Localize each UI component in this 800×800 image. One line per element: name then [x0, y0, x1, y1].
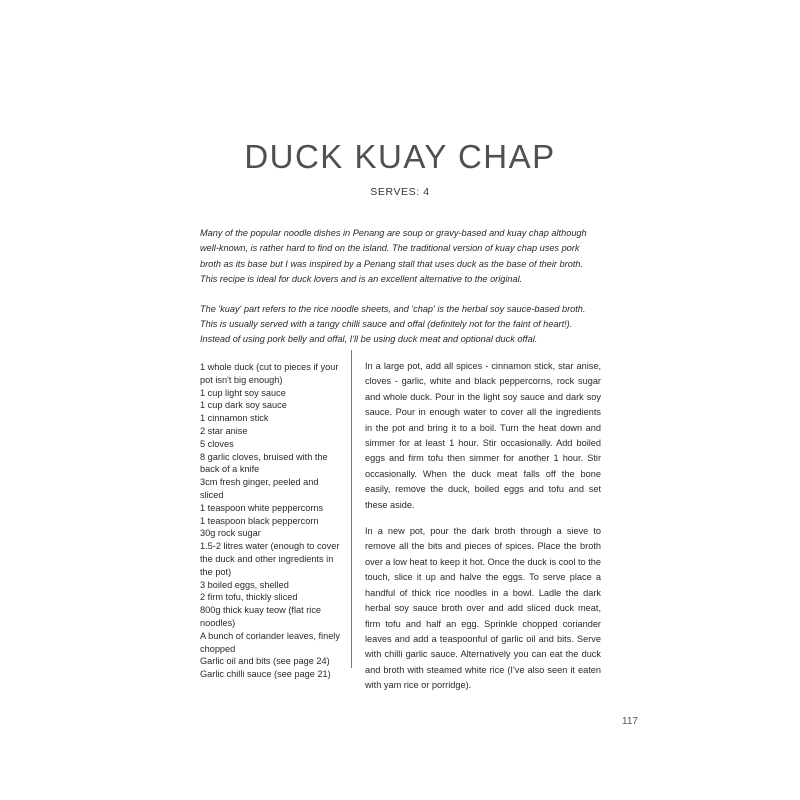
method-paragraph: In a large pot, add all spices - cinnamon stick, star anise, cloves - garlic, white and black peppercorns, rock sugar and whole duck. Pour in the light soy sauce and dark soy sauce. Pour in enough water to cover all the ingredients in the pot and bring it to a boil. Turn the heat down and simmer for at least 1 hour. Stir occasionally. Add boiled eggs and firm tofu then simmer for another 1 hour. Stir occasionally. When the duck meat falls off the bone easily, remove the duck, boiled eggs and tofu and set these aside.: [365, 361, 601, 510]
serves-label: SERVES: 4: [370, 186, 430, 198]
ingredient-item: 3 boiled eggs, shelled: [200, 579, 289, 590]
ingredient-item: A bunch of coriander leaves, finely chopped: [200, 630, 340, 654]
page-number: 117: [622, 716, 638, 727]
recipe-title: DUCK KUAY CHAP: [244, 138, 556, 175]
ingredient-item: 1 whole duck (cut to pieces if your pot isn't big enough): [200, 362, 339, 385]
ingredient-item: 2 firm tofu, thickly sliced: [200, 592, 298, 603]
ingredient-item: 1 cinnamon stick: [200, 413, 269, 424]
ingredient-item: 1 cup light soy sauce: [200, 387, 286, 398]
ingredient-item: 5 cloves: [200, 438, 234, 449]
ingredient-item: 3cm fresh ginger, peeled and sliced: [200, 477, 319, 500]
ingredient-item: 1 teaspoon black peppercorn: [200, 515, 319, 526]
ingredient-item: 1.5-2 litres water (enough to cover the duck and other ingredients in the pot): [200, 541, 340, 577]
column-divider: [351, 350, 352, 668]
ingredient-item: 8 garlic cloves, bruised with the back of a knife: [200, 451, 328, 475]
ingredients-list: [200, 361, 340, 681]
ingredient-item: 2 star anise: [200, 425, 248, 436]
ingredient-item: 30g rock sugar: [200, 528, 261, 539]
ingredient-item: 1 teaspoon white peppercorns: [200, 502, 324, 513]
ingredient-item: Garlic oil and bits (see page 24): [200, 656, 330, 667]
intro-paragraph: The 'kuay' part refers to the rice noodle sheets, and 'chap' is the herbal soy sauce-based broth. This is usually served with a tangy chilli sauce and offal (definitely not for the faint of heart!). Instead of using pork belly and offal, I'll be using duck meat and optional duck offal.: [200, 303, 586, 345]
ingredient-item: 1 cup dark soy sauce: [200, 400, 287, 411]
ingredient-item: 800g thick kuay teow (flat rice noodles): [200, 605, 322, 628]
method-paragraph: In a new pot, pour the dark broth through a sieve to remove all the bits and pieces of spices. Place the broth over a low heat to keep it hot. Once the duck is cool to the touch, slice it up and halve the eggs. To serve place a handful of thick rice noodles in a bowl. Ladle the dark herbal soy sauce broth over and add sliced duck meat, firm tofu and half an egg. Sprinkle chopped coriander leaves and add a teaspoonful of garlic oil and bits. Serve with chilli garlic sauce. Alternatively you can eat the duck and broth with steamed white rice (I've also seen it eaten with yam rice or porridge).: [365, 526, 601, 691]
intro-paragraph: Many of the popular noodle dishes in Penang are soup or gravy-based and kuay chap although well-known, is rather hard to find on the island. The traditional version of kuay chap uses pork broth as its base but I was inspired by a Penang stall that uses duck as the base of their broth. This recipe is ideal for duck lovers and is an excellent alternative to the original.: [200, 228, 587, 285]
ingredient-item: Garlic chilli sauce (see page 21): [200, 669, 331, 680]
method-steps: [365, 359, 601, 705]
recipe-intro: [200, 226, 600, 362]
